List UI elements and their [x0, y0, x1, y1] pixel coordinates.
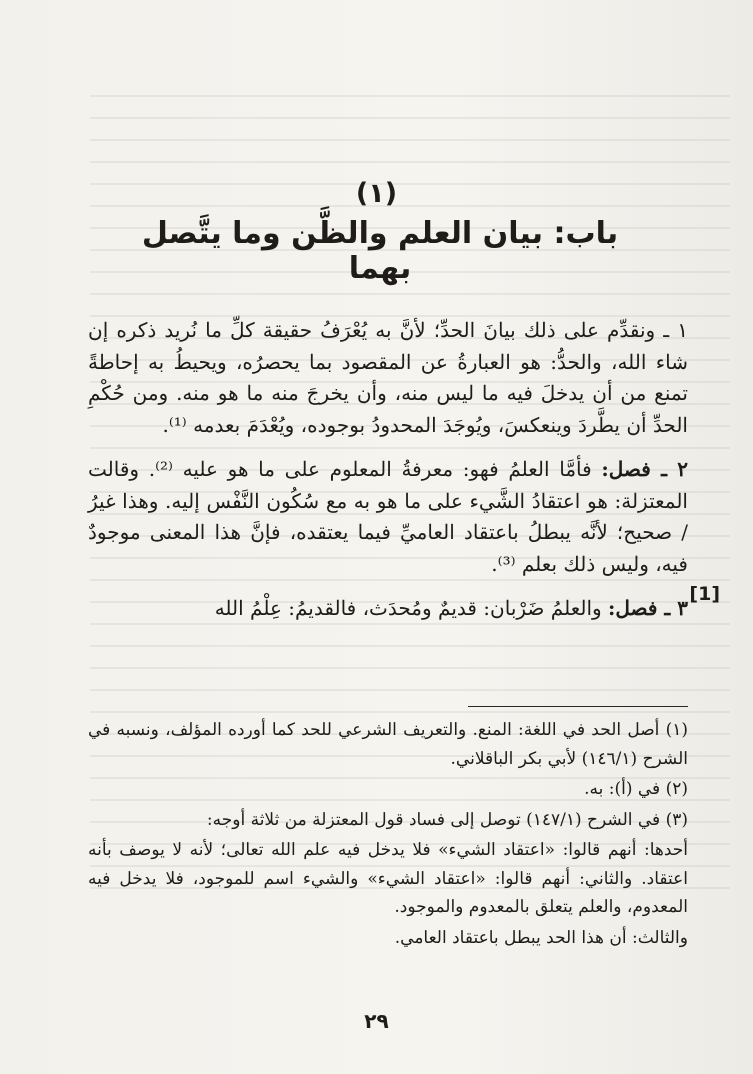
main-text — [88, 315, 688, 638]
footnote-1: (١) أصل الحد في اللغة: المنع. والتعريف الشرعي للحد كما أورده المؤلف، ونسبه في الشرح (١٤٦/١) لأبي بكر الباقلاني. — [88, 720, 688, 769]
paragraph-3-text: والعلمُ ضَرْبان: قديمٌ ومُحدَث، فالقديمُ: عِلْمُ الله — [214, 596, 609, 620]
footnote-3: (٣) في الشرح (١٤٧/١) توصل إلى فساد قول المعتزلة من ثلاثة أوجه: — [206, 809, 688, 830]
paragraph-2-label: ٢ ـ فصل: — [601, 457, 689, 481]
footnote-separator — [468, 706, 688, 707]
paragraph-1: ١ ـ ونقدِّم على ذلك بيانَ الحدِّ؛ لأنَّ به يُعْرَفُ حقيقة كلِّ ما نُريد ذكره إن شاء الله، والحدُّ: هو العبارةُ عن المقصود بما يحصرُه، ويحيطُ به إحاطةً تمنع من أن يدخلَ فيه ما ليس منه، وأن يخرجَ منه ما هو منه. ومن حُكْمِ الحدِّ أن يطَّردَ وينعكسَ، ويُوجَدَ المحدودُ بوجوده، ويُعْدَمَ بعدمه ⁽¹⁾. — [88, 318, 688, 437]
paragraph-2-text: فأمَّا العلمُ فهو: معرفةُ المعلوم على ما هو عليه ⁽²⁾. وقالت المعتزلة: هو اعتقادُ الشَّيء على ما هو به مع سُكُون النَّفْس إليه. وهذا غيرُ / صحيح؛ لأنَّه يبطلُ باعتقاد العاميِّ فيما يعتقده، فإنَّ هذا المعنى موجودٌ فيه، وليس ذلك بعلم ⁽³⁾. — [88, 457, 688, 576]
footnote-3-detail: أحدها: أنهم قالوا: «اعتقاد الشيء» فلا يدخل فيه علم الله تعالى؛ لأنه لا يوصف بأنه اعتقاد. والثاني: أنهم قالوا: «اعتقاد الشيء» والشيء اسم للموجود، فلا يدخل فيه المعدوم، والعلم يتعلق بالمعدوم والموجود. — [88, 840, 688, 917]
paragraph-2 — [88, 454, 688, 580]
manuscript-page-marker: [1] — [689, 583, 720, 605]
chapter-title: باب: بيان العلم والظَّن وما يتَّصل بهما — [141, 216, 619, 286]
paragraph-3 — [88, 593, 688, 625]
footnote-2: (٢) في (أ): به. — [584, 779, 688, 799]
page-number: ٢٩ — [364, 1009, 389, 1033]
footnote-3-third: والثالث: أن هذا الحد يبطل باعتقاد العامي. — [394, 927, 688, 948]
footnotes — [88, 716, 688, 954]
paragraph-3-label: ٣ ـ فصل: — [608, 596, 688, 620]
section-number: (١) — [355, 178, 398, 209]
